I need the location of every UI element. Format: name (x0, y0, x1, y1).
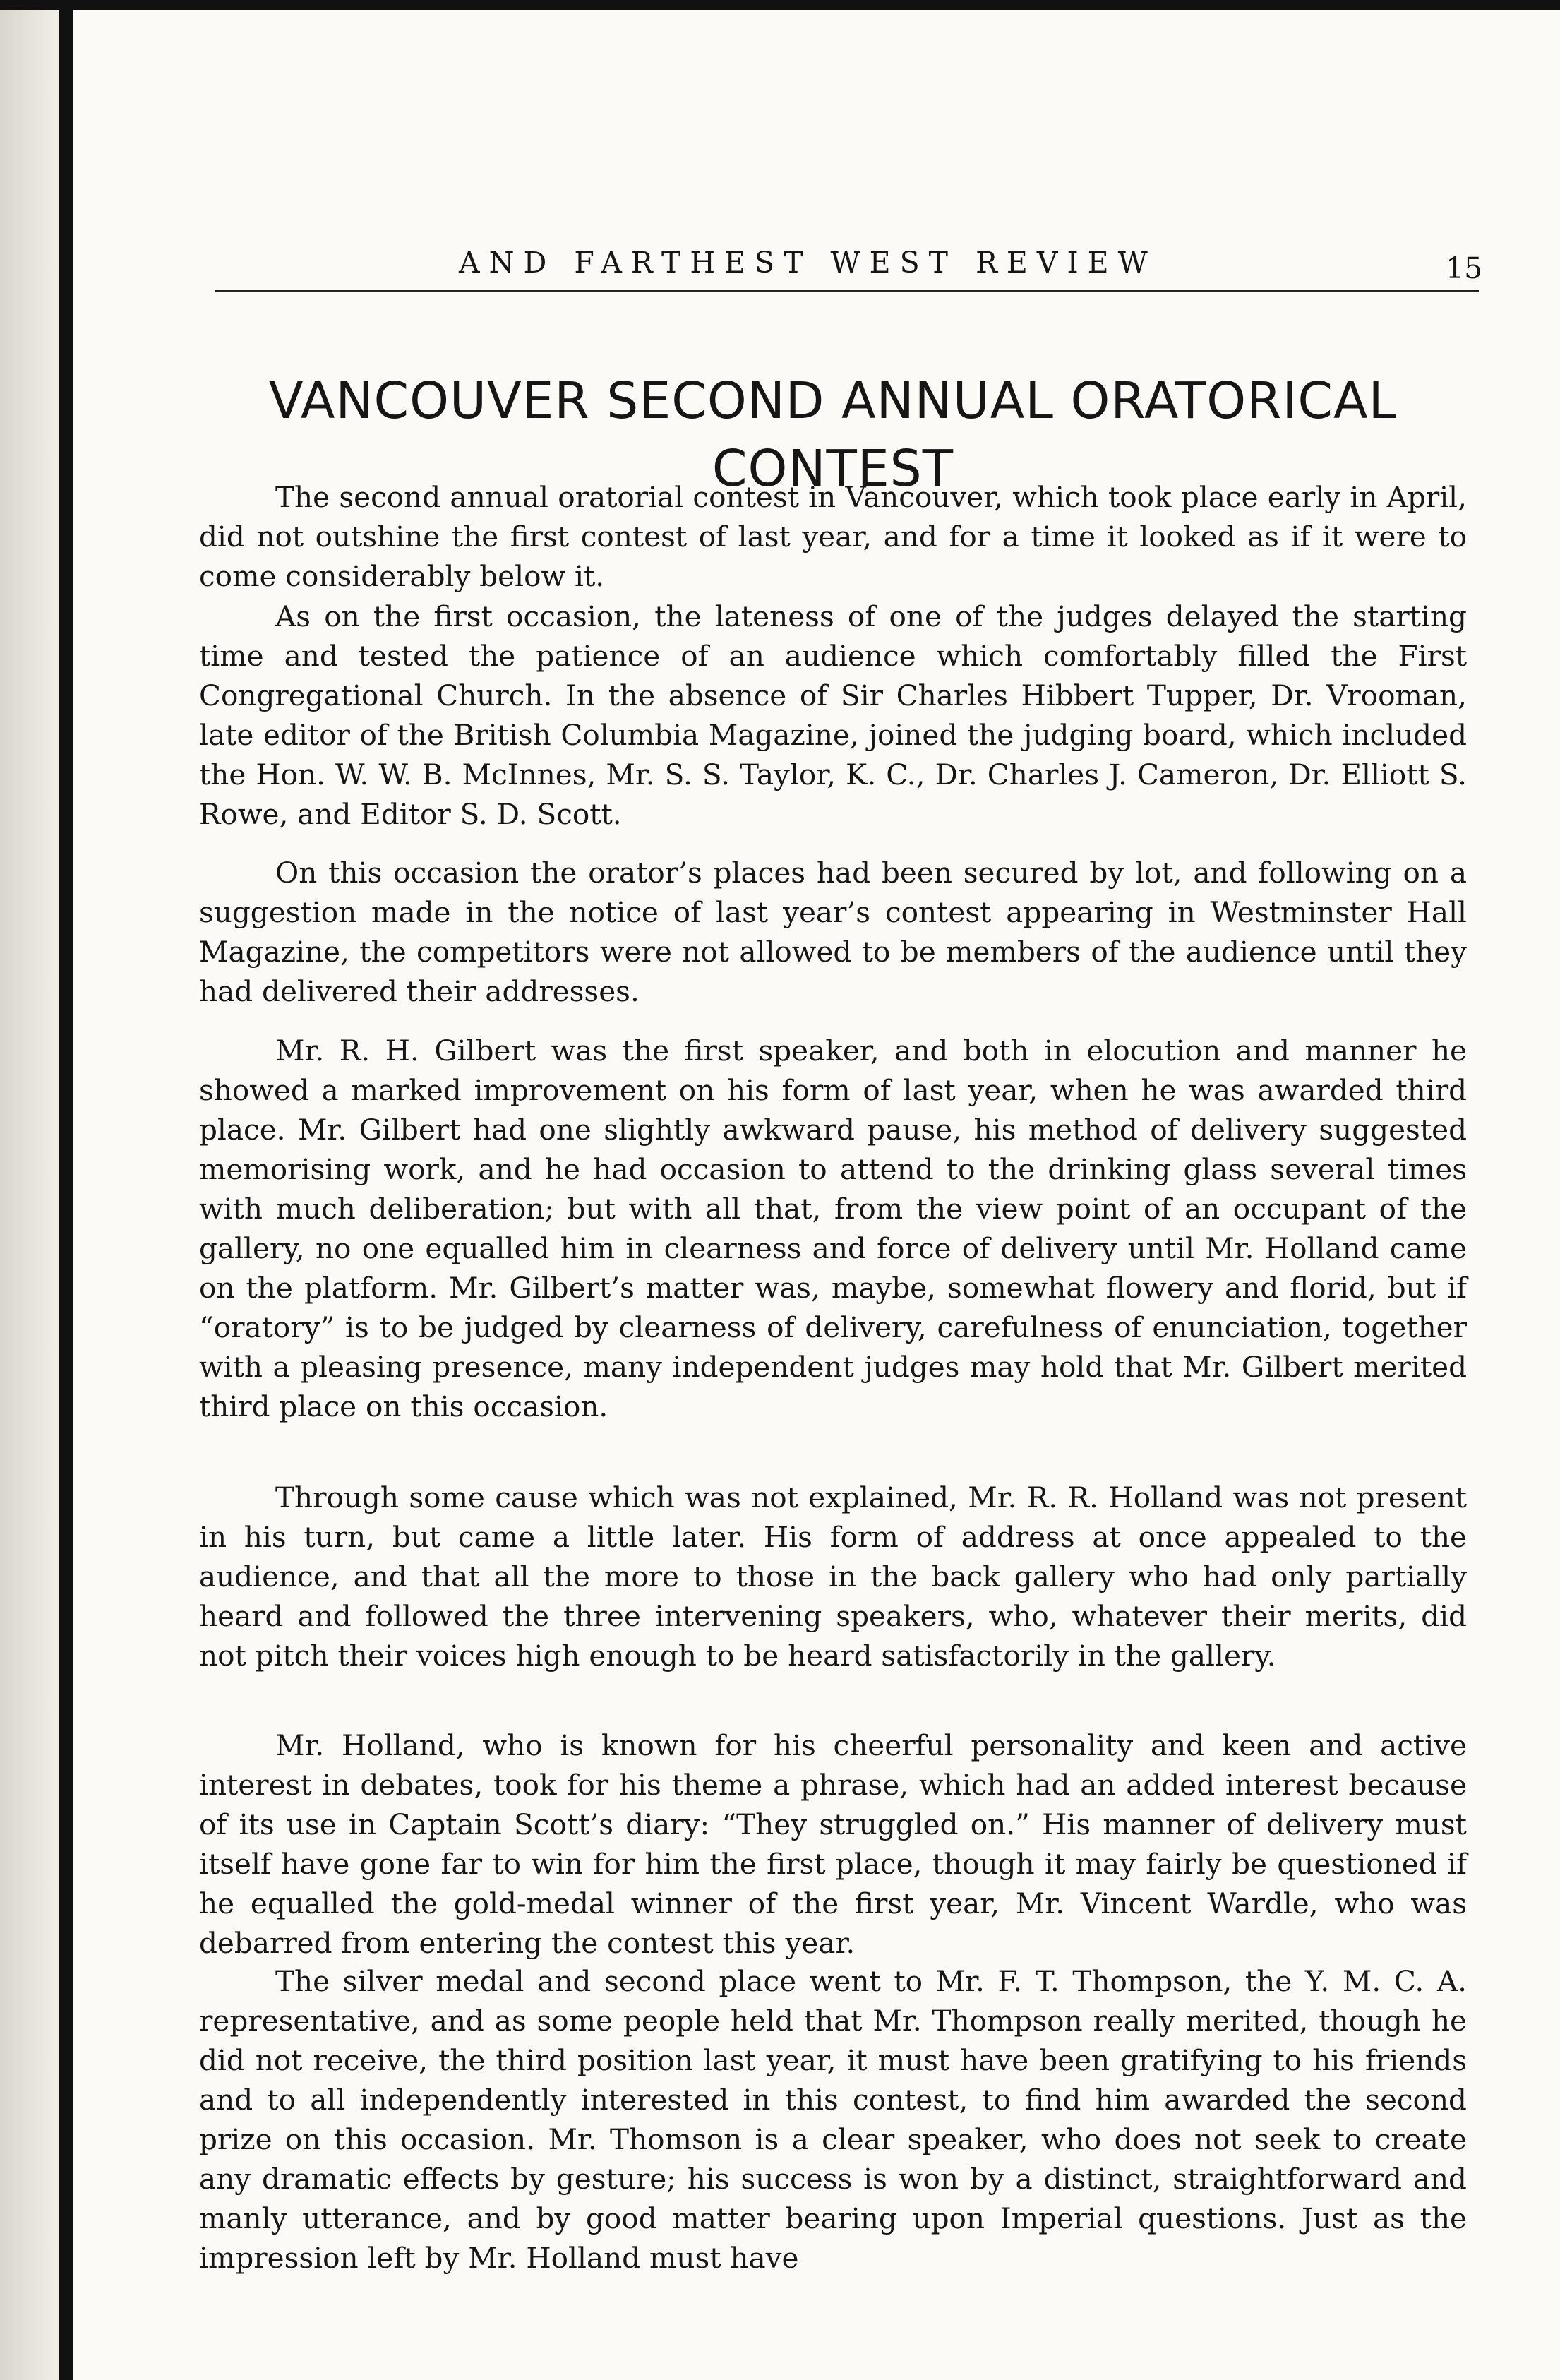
top-edge (0, 0, 1560, 10)
running-head: AND FARTHEST WEST REVIEW (459, 246, 1157, 280)
paragraph: The second annual oratorial contest in Vancouver, which took place early in April, did not outshine the first contest of last year, and for a time it looked as if it were to come considerably below it. (199, 480, 1467, 593)
paragraph: The silver medal and second place went to Mr. F. T. Thompson, the Y. M. C. A. representative, and as some people held that Mr. Thompson really merited, though he did not receive, the third position last year, it must have been gratifying to his friends and to all independently interested in this contest, to find him awarded the second prize on this occasion. Mr. Thomson is a clear speaker, who does not seek to create any dramatic effects by gesture; his success is won by a distinct, straightforward and manly utterance, and by good matter bearing upon Imperial questions. Just as the impression left by Mr. Holland must have (199, 1964, 1467, 2275)
binding-shadow (0, 0, 59, 2380)
paragraph: Mr. R. H. Gilbert was the first speaker, and both in elocution and manner he showed a marked improvement on his form of last year, when he was awarded third place. Mr. Gilbert had one slightly awkward pause, his method of delivery suggested memorising work, and he had occasion to attend to the drinking glass several times with much deliberation; but with all that, from the view point of an occupant of the gallery, no one equalled him in clearness and force of delivery until Mr. Holland came on the platform. Mr. Gilbert’s matter was, maybe, somewhat flowery and florid, but if “oratory” is to be judged by clearness of delivery, carefulness of enunciation, together with a pleasing presence, many independent judges may hold that Mr. Gilbert merited third place on this occasion. (199, 1034, 1467, 1423)
article-title: VANCOUVER SECOND ANNUAL ORATORICAL CONTEST (268, 371, 1398, 498)
paragraph: Mr. Holland, who is known for his cheerful personality and keen and active interest in debates, took for his theme a phrase, which had an added interest because of its use in Captain Scott’s diary: “They struggled on.” His manner of delivery must itself have gone far to win for him the first place, though it may fairly be questioned if he equalled the gold-medal winner of the first year, Mr. Vincent Wardle, who was debarred from entering the contest this year. (199, 1728, 1467, 1960)
binding-edge (59, 0, 73, 2380)
paragraph: On this occasion the orator’s places had been secured by lot, and following on a suggestion made in the notice of last year’s contest appearing in Westminster Hall Magazine, the competitors were not allowed to be members of the audience until they had delivered their addresses. (199, 856, 1467, 1008)
header-rule (215, 290, 1479, 292)
paragraph: As on the first occasion, the lateness of one of the judges delayed the starting time and tested the patience of an audience which comfortably filled the First Congregational Church. In the absence of Sir Charles Hibbert Tupper, Dr. Vrooman, late editor of the British Columbia Magazine, joined the judging board, which included the Hon. W. W. B. McInnes, Mr. S. S. Taylor, K. C., Dr. Charles J. Cameron, Dr. Elliott S. Rowe, and Editor S. D. Scott. (199, 599, 1467, 831)
paragraph: Through some cause which was not explained, Mr. R. R. Holland was not present in his turn, but came a little later. His form of address at once appealed to the audience, and that all the more to those in the back gallery who had only partially heard and followed the three intervening speakers, who, whatever their merits, did not pitch their voices high enough to be heard satisfactorily in the gallery. (199, 1481, 1467, 1673)
page-number: 15 (1446, 251, 1483, 285)
